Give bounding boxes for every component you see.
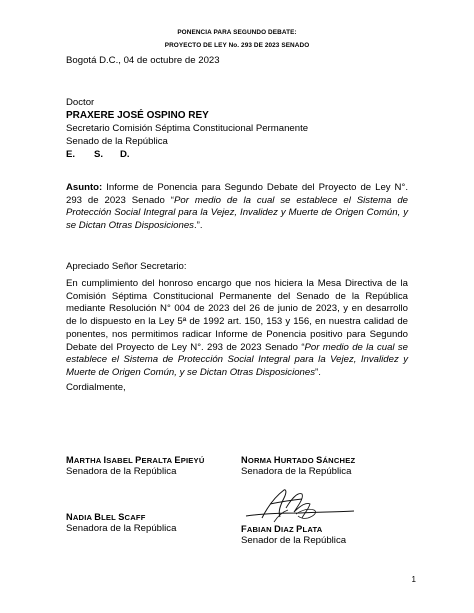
subject-label: Asunto:	[66, 182, 103, 193]
signatory-1-name: MARTHA ISABEL PERALTA EPIEYÚ	[66, 455, 205, 465]
signatory-4-title: Senador de la República	[241, 535, 347, 546]
subject-text-b: .”.	[193, 220, 203, 232]
recipient-name: PRAXERE JOSÉ OSPINO REY	[66, 110, 209, 121]
recipient-institution: Senado de la República	[66, 136, 168, 147]
signatory-3-name: NADIA BLEL SCAFF	[66, 512, 146, 522]
body-paragraph	[66, 278, 408, 380]
subject-paragraph	[66, 182, 408, 233]
recipient-salutation: Doctor	[66, 97, 95, 108]
handwritten-signature	[240, 484, 358, 526]
header-line-2: PROYECTO DE LEY No. 293 DE 2023 SENADO	[164, 42, 310, 49]
header-line-1: PONENCIA PARA SEGUNDO DEBATE:	[177, 29, 297, 36]
subject-text-a: Informe de Ponencia para Segundo Debate del Proyecto de Ley N°. 293 de 2023 Senado “	[66, 182, 408, 206]
date-line: Bogotá D.C., 04 de octubre de 2023	[66, 55, 220, 66]
ese-d: D.	[120, 149, 130, 160]
body-text-b: ”.	[315, 366, 321, 378]
greeting: Apreciado Señor Secretario:	[66, 261, 187, 272]
ese-e: E.	[66, 149, 76, 160]
signatory-2-title: Senadora de la República	[241, 466, 352, 477]
body-italic: Por medio de la cual se establece el Sistema de Protección Social Integral para la Vejez, Invalidez y Muerte de Origen Común, y se Dictan Otras Disposiciones	[66, 341, 408, 378]
recipient-ese	[66, 148, 130, 161]
subject-italic: Por medio de la cual se establece el Sistema de Protección Social Integral para la Vejez, Invalidez y Muerte de Origen Común, y se Dictan Otras Disposiciones	[66, 194, 408, 232]
body-text-a: En cumplimiento del honroso encargo que nos hiciera la Mesa Directiva de la Comisión Séptima Constitucional Permanente del Senado de la República mediante Resolución N° 004 de 2023 del 26 de junio de 2023, y en desarrollo de lo dispuesto en la Ley 5ª de 1992 art. 150, 153 y 156, en nuestra calidad de ponentes, nos permitimos radicar Informe de Ponencia positivo para Segundo Debate del Proyecto de Ley N°. 293 de 2023 Senado “	[66, 278, 408, 353]
ese-s: S.	[94, 149, 104, 160]
signatory-4-name: FABIAN DIAZ PLATA	[241, 524, 323, 534]
closing: Cordialmente,	[66, 382, 126, 393]
signatory-3-title: Senadora de la República	[66, 523, 177, 534]
recipient-position: Secretario Comisión Séptima Constitucional Permanente	[66, 123, 309, 134]
signatory-1-title: Senadora de la República	[66, 466, 177, 477]
page-number: 1	[411, 575, 416, 584]
signatory-2-name: NORMA HURTADO SÁNCHEZ	[241, 455, 356, 465]
